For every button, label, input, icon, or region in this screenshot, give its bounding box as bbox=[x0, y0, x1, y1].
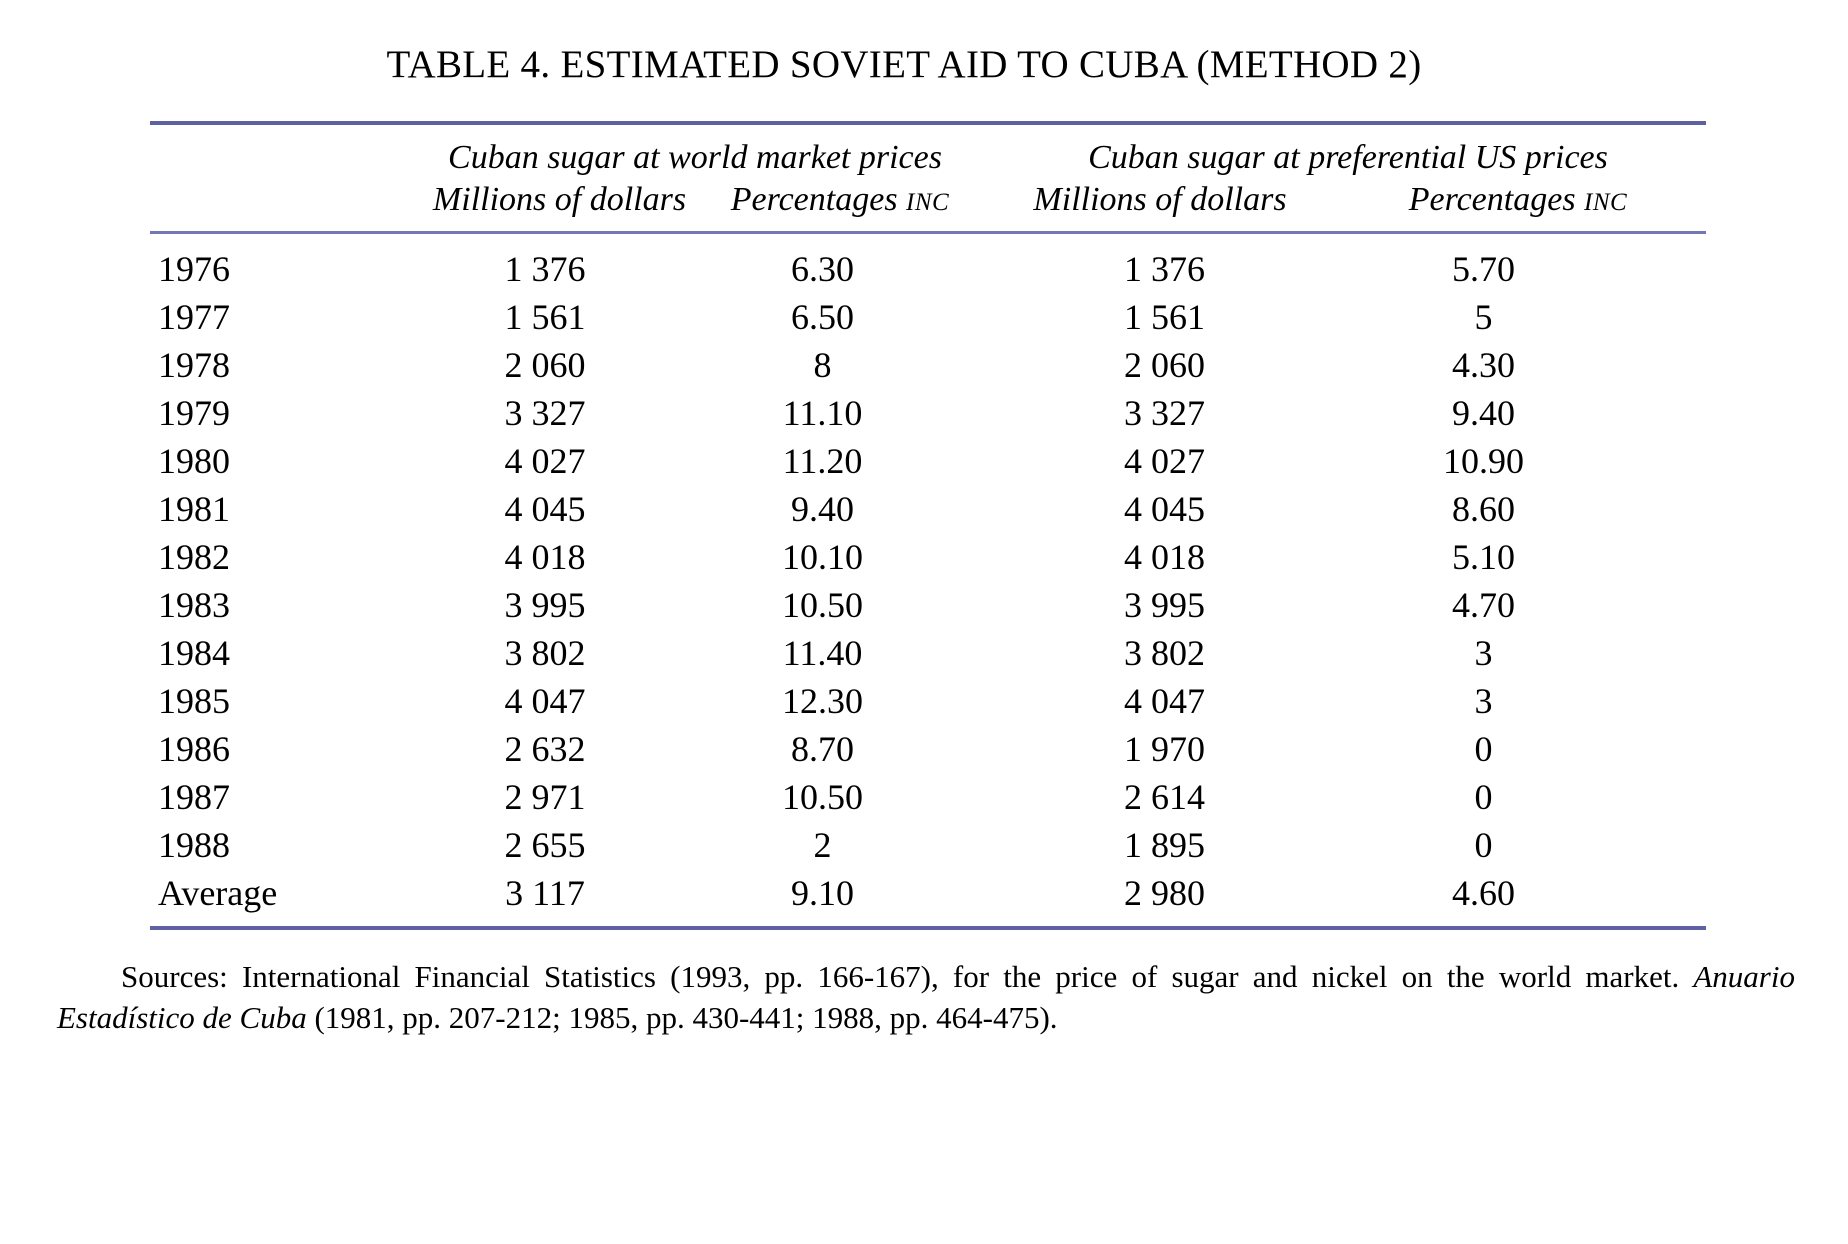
cell-millions-world: 4 047 bbox=[504, 680, 586, 721]
table-row bbox=[150, 485, 1706, 533]
cell-percentage-us: 4.70 bbox=[1452, 584, 1515, 625]
cell-year: 1987 bbox=[158, 776, 230, 817]
cell-millions-us: 1 561 bbox=[1124, 296, 1205, 337]
cell-millions-us: 1 376 bbox=[1124, 248, 1205, 289]
group-header-row bbox=[150, 125, 1706, 179]
cell-millions-world: 1 561 bbox=[504, 296, 586, 337]
cell-millions-world: 4 027 bbox=[504, 440, 586, 481]
sources-note bbox=[29, 956, 1819, 1039]
table-row bbox=[150, 533, 1706, 581]
cell-millions-us: 3 327 bbox=[1124, 392, 1205, 433]
cell-percentage-us: 4.60 bbox=[1452, 872, 1515, 913]
cell-percentage-world: 11.10 bbox=[782, 392, 863, 433]
sub-header-year bbox=[150, 179, 400, 233]
table-row bbox=[150, 293, 1706, 341]
cell-millions-world: 4 045 bbox=[504, 488, 586, 529]
cell-year: 1984 bbox=[158, 632, 230, 673]
cell-millions-us: 3 802 bbox=[1124, 632, 1205, 673]
table-row bbox=[150, 581, 1706, 629]
cell-percentage-world: 6.30 bbox=[791, 248, 854, 289]
cell-millions-world: 4 018 bbox=[504, 536, 586, 577]
cell-percentage-us: 5.10 bbox=[1452, 536, 1515, 577]
estimated-soviet-aid-table bbox=[150, 121, 1706, 930]
cell-year: Average bbox=[158, 872, 278, 913]
cell-percentage-world: 11.40 bbox=[782, 632, 863, 673]
sub-header-percentages-world bbox=[690, 179, 990, 233]
cell-percentage-world: 8.70 bbox=[791, 728, 854, 769]
cell-millions-us: 2 980 bbox=[1124, 872, 1205, 913]
sources-text-part2: (1981, pp. 207-212; 1985, pp. 430-441; 1988, pp. 464-475). bbox=[306, 1000, 1058, 1036]
sub-header-millions-us: Millions of dollars bbox=[1033, 180, 1287, 218]
cell-year: 1983 bbox=[158, 584, 230, 625]
sub-header-percentages-world-label: Percentages bbox=[730, 180, 898, 218]
sub-header-percentages-world-smallcaps: INC bbox=[906, 188, 950, 216]
cell-percentage-us: 4.30 bbox=[1452, 344, 1515, 385]
cell-percentage-world: 10.50 bbox=[782, 584, 863, 625]
cell-percentage-world: 10.10 bbox=[782, 536, 863, 577]
cell-millions-world: 2 060 bbox=[504, 344, 586, 385]
cell-millions-us: 1 895 bbox=[1124, 824, 1205, 865]
table-row bbox=[150, 869, 1706, 928]
cell-millions-us: 4 045 bbox=[1124, 488, 1205, 529]
cell-millions-world: 2 655 bbox=[504, 824, 586, 865]
cell-millions-world: 3 117 bbox=[505, 872, 585, 913]
cell-percentage-us: 0 bbox=[1474, 824, 1493, 865]
cell-percentage-us: 10.90 bbox=[1443, 440, 1524, 481]
cell-percentage-world: 8 bbox=[813, 344, 832, 385]
sub-header-percentages-us-label: Percentages bbox=[1408, 180, 1576, 218]
sub-header-row bbox=[150, 179, 1706, 233]
table-header bbox=[150, 123, 1706, 234]
page-title: TABLE 4. ESTIMATED SOVIET AID TO CUBA (METHOD 2) bbox=[386, 43, 1422, 86]
group-header-us-prices: Cuban sugar at preferential US prices bbox=[1088, 138, 1608, 176]
cell-year: 1979 bbox=[158, 392, 230, 433]
cell-millions-us: 4 047 bbox=[1124, 680, 1205, 721]
cell-year: 1985 bbox=[158, 680, 230, 721]
cell-millions-us: 4 027 bbox=[1124, 440, 1205, 481]
cell-percentage-world: 12.30 bbox=[782, 680, 863, 721]
cell-year: 1976 bbox=[158, 248, 230, 289]
table-footer bbox=[150, 928, 1706, 930]
table-row bbox=[150, 773, 1706, 821]
cell-percentage-world: 10.50 bbox=[782, 776, 863, 817]
cell-millions-world: 2 632 bbox=[504, 728, 586, 769]
cell-year: 1977 bbox=[158, 296, 230, 337]
sub-header-percentages-us bbox=[1330, 179, 1706, 233]
group-header-world-prices: Cuban sugar at world market prices bbox=[448, 138, 942, 176]
cell-year: 1981 bbox=[158, 488, 230, 529]
cell-millions-us: 2 614 bbox=[1124, 776, 1205, 817]
cell-percentage-us: 3 bbox=[1474, 680, 1493, 721]
table-row bbox=[150, 725, 1706, 773]
cell-millions-us: 4 018 bbox=[1124, 536, 1205, 577]
cell-year: 1988 bbox=[158, 824, 230, 865]
sources-text-part1: Sources: International Financial Statistics (1993, pp. 166-167), for the price of sugar and nickel on the world market. bbox=[121, 958, 1694, 994]
cell-millions-world: 1 376 bbox=[504, 248, 586, 289]
sources-italic-title: Anuario Estadístico de Cuba bbox=[57, 958, 1795, 1036]
cell-millions-world: 2 971 bbox=[504, 776, 586, 817]
cell-percentage-us: 8.60 bbox=[1452, 488, 1515, 529]
cell-millions-us: 1 970 bbox=[1124, 728, 1205, 769]
cell-year: 1980 bbox=[158, 440, 230, 481]
cell-percentage-us: 5.70 bbox=[1452, 248, 1515, 289]
rule-bottom-line bbox=[150, 928, 1706, 930]
cell-millions-world: 3 995 bbox=[504, 584, 586, 625]
cell-percentage-world: 2 bbox=[813, 824, 832, 865]
cell-percentage-world: 9.40 bbox=[791, 488, 854, 529]
cell-year: 1978 bbox=[158, 344, 230, 385]
table-row bbox=[150, 389, 1706, 437]
sub-header-percentages-us-smallcaps: INC bbox=[1584, 188, 1628, 216]
table-row bbox=[150, 341, 1706, 389]
cell-percentage-us: 5 bbox=[1474, 296, 1493, 337]
cell-percentage-us: 9.40 bbox=[1452, 392, 1515, 433]
cell-year: 1982 bbox=[158, 536, 230, 577]
cell-year: 1986 bbox=[158, 728, 230, 769]
group-header-year bbox=[150, 125, 400, 179]
sub-header-millions-world: Millions of dollars bbox=[432, 180, 687, 218]
cell-millions-world: 3 802 bbox=[504, 632, 586, 673]
cell-millions-world: 3 327 bbox=[504, 392, 586, 433]
table-row bbox=[150, 234, 1706, 293]
cell-percentage-world: 9.10 bbox=[791, 872, 854, 913]
table-row bbox=[150, 629, 1706, 677]
cell-millions-us: 3 995 bbox=[1124, 584, 1205, 625]
cell-percentage-world: 11.20 bbox=[782, 440, 863, 481]
cell-millions-us: 2 060 bbox=[1124, 344, 1205, 385]
cell-percentage-us: 0 bbox=[1474, 776, 1493, 817]
table-row bbox=[150, 821, 1706, 869]
table-row bbox=[150, 677, 1706, 725]
cell-percentage-us: 0 bbox=[1474, 728, 1493, 769]
cell-percentage-world: 6.50 bbox=[791, 296, 854, 337]
rule-bottom bbox=[150, 928, 1706, 930]
table-body bbox=[150, 234, 1706, 928]
table-row bbox=[150, 437, 1706, 485]
cell-percentage-us: 3 bbox=[1474, 632, 1493, 673]
